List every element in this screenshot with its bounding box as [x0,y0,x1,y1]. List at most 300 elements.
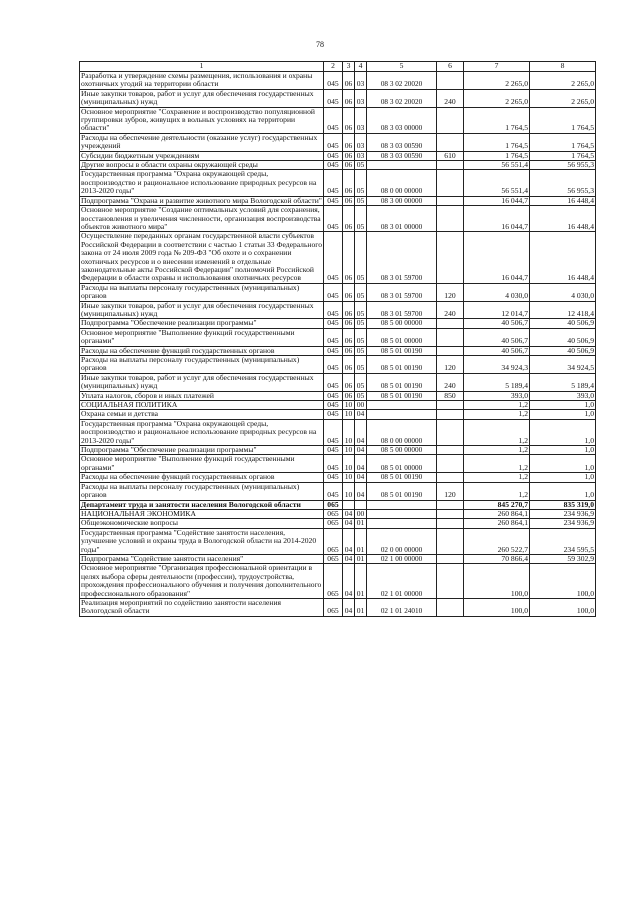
section-cell: 10 [343,446,355,455]
table-row [80,519,596,528]
target-article-cell: 08 3 02 20020 [367,72,437,90]
amount-year1-cell: 40 506,7 [464,328,530,346]
table-row [80,170,596,196]
table-row [80,528,596,554]
amount-year2-cell: 16 448,4 [530,196,596,205]
target-article-cell: 08 3 02 20020 [367,89,437,107]
amount-year1-cell: 1 764,5 [464,151,530,160]
ministry-code-cell: 065 [324,509,343,518]
ministry-code-cell: 065 [324,528,343,554]
subsection-cell: 00 [355,401,367,410]
expense-type-cell [437,598,464,616]
subsection-cell: 05 [355,346,367,355]
row-name-cell: Расходы на выплаты персоналу государственных (муниципальных) органов [80,283,324,301]
row-name-cell: Государственная программа "Содействие занятости населения, улучшение условий и охраны труда в Вологодской области на 2014-2020 годы" [80,528,324,554]
row-name-cell: Реализация мероприятий по содействию занятости населения Вологодской области [80,598,324,616]
amount-year2-cell: 40 506,9 [530,328,596,346]
target-article-cell [367,401,437,410]
amount-year1-cell: 1,2 [464,419,530,445]
table-row [80,373,596,391]
ministry-code-cell: 065 [324,554,343,563]
amount-year2-cell: 1 764,5 [530,107,596,133]
ministry-code-cell: 045 [324,206,343,232]
ministry-code-cell: 045 [324,196,343,205]
row-name-cell: Расходы на выплаты персоналу государственных (муниципальных) органов [80,482,324,500]
row-name-cell: Подпрограмма "Обеспечение реализации программы" [80,446,324,455]
row-name-cell: Субсидии бюджетным учреждениям [80,151,324,160]
section-cell: 06 [343,356,355,374]
subsection-cell: 05 [355,328,367,346]
table-row [80,446,596,455]
expense-type-cell: 240 [437,301,464,319]
table-row [80,107,596,133]
amount-year1-cell: 260 522,7 [464,528,530,554]
table-row [80,319,596,328]
row-name-cell: Другие вопросы в области охраны окружающей среды [80,161,324,170]
amount-year1-cell: 40 506,7 [464,319,530,328]
header-cell: 3 [343,62,355,72]
target-article-cell [367,509,437,518]
amount-year1-cell: 100,0 [464,598,530,616]
amount-year2-cell: 4 030,0 [530,283,596,301]
row-name-cell: Основное мероприятие "Выполнение функций государственными органами" [80,328,324,346]
section-cell: 06 [343,89,355,107]
target-article-cell: 08 5 01 00000 [367,455,437,473]
amount-year2-cell: 2 265,0 [530,89,596,107]
subsection-cell: 04 [355,455,367,473]
amount-year2-cell: 59 302,9 [530,554,596,563]
subsection-cell: 01 [355,554,367,563]
expense-type-cell [437,509,464,518]
expense-type-cell: 120 [437,482,464,500]
row-name-cell: Основное мероприятие "Сохранение и воспроизводство популяционной группировки зубров, живущих в вольных условиях на территории области" [80,107,324,133]
subsection-cell: 03 [355,107,367,133]
row-name-cell: Расходы на обеспечение функций государственных органов [80,473,324,482]
subsection-cell: 05 [355,319,367,328]
amount-year1-cell: 5 189,4 [464,373,530,391]
ministry-code-cell: 045 [324,455,343,473]
section-cell: 06 [343,232,355,283]
section-cell [343,500,355,509]
amount-year1-cell: 70 866,4 [464,554,530,563]
section-cell: 10 [343,401,355,410]
amount-year2-cell: 835 319,0 [530,500,596,509]
row-name-cell: Разработка и утверждение схемы размещения, использования и охраны охотничьих угодий на территории области [80,72,324,90]
target-article-cell: 08 0 00 00000 [367,170,437,196]
subsection-cell: 05 [355,301,367,319]
subsection-cell: 04 [355,419,367,445]
subsection-cell: 05 [355,373,367,391]
expense-type-cell: 850 [437,391,464,400]
amount-year1-cell: 12 014,7 [464,301,530,319]
target-article-cell: 08 3 01 59700 [367,232,437,283]
amount-year1-cell: 1,2 [464,410,530,419]
header-cell: 6 [437,62,464,72]
section-cell: 06 [343,319,355,328]
section-cell: 06 [343,206,355,232]
target-article-cell [367,500,437,509]
section-cell: 06 [343,346,355,355]
table-row [80,133,596,151]
subsection-cell: 01 [355,564,367,599]
amount-year1-cell: 260 864,1 [464,519,530,528]
subsection-cell: 03 [355,133,367,151]
subsection-cell: 03 [355,151,367,160]
ministry-code-cell: 045 [324,72,343,90]
target-article-cell: 08 5 01 00000 [367,328,437,346]
row-name-cell: Осуществление переданных органам государственной власти субъектов Российской Федерации в соответствии с частью 1 статьи 33 Федерального закона от 24 июля 2009 года № 209-ФЗ "Об охоте и о сохранении охотничьих ресурсов и о внесении изменений в отдельные законодательные акты Российской Федерации" полномочий Российской Федерации в области охраны и использования охотничьих ресурсов [81,231,323,283]
table-row [80,419,596,445]
subsection-cell: 03 [355,72,367,90]
table-row [80,391,596,400]
amount-year2-cell: 1 764,5 [530,151,596,160]
subsection-cell: 05 [355,161,367,170]
row-name-cell: Иные закупки товаров, работ и услуг для обеспечения государственных (муниципальных) нужд [80,89,324,107]
table-row [80,410,596,419]
section-cell: 10 [343,455,355,473]
amount-year1-cell: 40 506,7 [464,346,530,355]
ministry-code-cell: 045 [324,107,343,133]
expense-type-cell [437,72,464,90]
ministry-code-cell: 065 [324,598,343,616]
target-article-cell: 08 3 01 59700 [367,301,437,319]
section-cell: 06 [343,151,355,160]
target-article-cell: 08 3 03 00590 [367,151,437,160]
table-row [80,473,596,482]
subsection-cell: 05 [355,170,367,196]
amount-year2-cell: 1,0 [530,401,596,410]
row-name-cell: Подпрограмма "Содействие занятости населения" [80,554,324,563]
target-article-cell: 08 5 01 00190 [367,473,437,482]
subsection-cell: 05 [355,206,367,232]
budget-table [79,61,596,617]
subsection-cell: 05 [355,283,367,301]
row-name-cell: Основное мероприятие "Выполнение функций государственными органами" [80,455,324,473]
ministry-code-cell: 045 [324,401,343,410]
expense-type-cell [437,410,464,419]
table-row [80,554,596,563]
section-cell: 10 [343,473,355,482]
table-row [80,598,596,616]
table-row [80,232,596,283]
target-article-cell: 08 3 03 00000 [367,107,437,133]
table-row [80,401,596,410]
expense-type-cell [437,401,464,410]
row-name-cell: Подпрограмма "Охрана и развитие животного мира Вологодской области" [81,196,322,205]
ministry-code-cell: 045 [324,373,343,391]
amount-year1-cell: 845 270,7 [464,500,530,509]
subsection-cell: 00 [355,509,367,518]
expense-type-cell [437,170,464,196]
expense-type-cell [437,455,464,473]
header-cell: 8 [530,62,596,72]
ministry-code-cell: 045 [324,161,343,170]
row-name-cell: НАЦИОНАЛЬНАЯ ЭКОНОМИКА [80,509,324,518]
subsection-cell: 04 [355,473,367,482]
section-cell: 06 [343,328,355,346]
table-row [80,346,596,355]
amount-year1-cell: 1,2 [464,455,530,473]
amount-year2-cell: 40 506,9 [530,346,596,355]
section-cell: 04 [343,598,355,616]
subsection-cell: 05 [355,232,367,283]
amount-year2-cell: 234 595,5 [530,528,596,554]
target-article-cell: 08 3 01 00000 [367,206,437,232]
amount-year1-cell: 1,2 [464,482,530,500]
table-row [80,564,596,599]
amount-year2-cell: 1,0 [530,446,596,455]
row-name-cell: Основное мероприятие "Организация профессиональной ориентации в целях выбора сферы деятельности (профессии), трудоустройства, прохождения профессионального обучения и получения дополнительного профессионального образования" [80,564,324,599]
expense-type-cell [437,328,464,346]
section-cell: 06 [343,161,355,170]
table-row [80,151,596,160]
ministry-code-cell: 045 [324,133,343,151]
row-name-cell: Расходы на выплаты персоналу государственных (муниципальных) органов [80,356,324,374]
expense-type-cell [437,107,464,133]
amount-year2-cell: 100,0 [530,598,596,616]
amount-year1-cell: 56 551,4 [464,170,530,196]
ministry-code-cell: 045 [324,346,343,355]
table-row [80,500,596,509]
target-article-cell: 08 0 00 00000 [367,419,437,445]
target-article-cell: 08 5 01 00190 [367,373,437,391]
target-article-cell [367,519,437,528]
table-row [80,196,596,205]
row-name-cell: Расходы на обеспечение деятельности (оказание услуг) государственных учреждений [80,133,324,151]
section-cell: 10 [343,410,355,419]
section-cell: 04 [343,509,355,518]
target-article-cell: 08 5 01 00190 [367,356,437,374]
expense-type-cell [437,500,464,509]
row-name-cell: СОЦИАЛЬНАЯ ПОЛИТИКА [80,401,324,410]
target-article-cell: 08 5 00 00000 [367,446,437,455]
expense-type-cell [437,519,464,528]
ministry-code-cell: 045 [324,89,343,107]
row-name-cell: Государственная программа "Охрана окружающей среды, воспроизводство и рациональное использование природных ресурсов на 2013-2020 годы" [80,170,324,196]
ministry-code-cell: 045 [324,283,343,301]
ministry-code-cell: 045 [324,482,343,500]
amount-year1-cell: 1,2 [464,401,530,410]
row-name-cell: Иные закупки товаров, работ и услуг для обеспечения государственных (муниципальных) нужд [80,373,324,391]
page-number: 78 [316,40,324,49]
table-row [80,301,596,319]
expense-type-cell [437,206,464,232]
table-row [80,482,596,500]
ministry-code-cell: 065 [324,519,343,528]
target-article-cell: 02 1 00 00000 [367,554,437,563]
expense-type-cell [437,161,464,170]
subsection-cell: 04 [355,410,367,419]
target-article-cell: 08 3 01 59700 [367,283,437,301]
row-name-cell: Охрана семьи и детства [80,410,324,419]
section-cell: 06 [343,133,355,151]
ministry-code-cell: 045 [324,391,343,400]
amount-year1-cell: 1,2 [464,446,530,455]
row-name-cell: Общеэкономические вопросы [80,519,324,528]
ministry-code-cell: 045 [324,170,343,196]
amount-year1-cell: 56 551,4 [464,161,530,170]
amount-year2-cell: 16 448,4 [530,232,596,283]
table-row [80,206,596,232]
expense-type-cell [437,554,464,563]
expense-type-cell [437,419,464,445]
target-article-cell: 08 5 00 00000 [367,319,437,328]
header-cell: 2 [324,62,343,72]
expense-type-cell [437,319,464,328]
expense-type-cell: 240 [437,373,464,391]
amount-year2-cell: 16 448,4 [530,206,596,232]
amount-year2-cell: 2 265,0 [530,72,596,90]
subsection-cell: 04 [355,482,367,500]
ministry-code-cell: 045 [324,419,343,445]
table-row [80,509,596,518]
amount-year1-cell: 260 864,1 [464,509,530,518]
amount-year1-cell: 100,0 [464,564,530,599]
expense-type-cell [437,196,464,205]
amount-year2-cell: 1,0 [530,482,596,500]
ministry-code-cell: 045 [324,319,343,328]
expense-type-cell: 120 [437,356,464,374]
section-cell: 06 [343,373,355,391]
expense-type-cell: 120 [437,283,464,301]
section-cell: 06 [343,107,355,133]
subsection-cell [355,500,367,509]
section-cell: 06 [343,301,355,319]
subsection-cell: 04 [355,446,367,455]
expense-type-cell [437,473,464,482]
section-cell: 06 [343,196,355,205]
row-name-cell: Подпрограмма "Обеспечение реализации программы" [80,319,324,328]
amount-year2-cell: 56 955,3 [530,161,596,170]
expense-type-cell [437,346,464,355]
row-name-cell: Основное мероприятие "Создание оптимальных условий для сохранения, восстановления и увеличения численности, организация воспроизводства объектов животного мира" [80,206,324,232]
expense-type-cell: 240 [437,89,464,107]
expense-type-cell: 610 [437,151,464,160]
ministry-code-cell: 045 [324,232,343,283]
header-cell: 4 [355,62,367,72]
target-article-cell: 02 1 01 00000 [367,564,437,599]
section-cell: 04 [343,554,355,563]
ministry-code-cell: 045 [324,301,343,319]
amount-year2-cell: 234 936,9 [530,509,596,518]
row-name-cell: Государственная программа "Охрана окружающей среды, воспроизводство и рациональное использование природных ресурсов на 2013-2020 годы" [80,419,324,445]
section-cell: 04 [343,519,355,528]
table-row [80,455,596,473]
amount-year1-cell: 1 764,5 [464,133,530,151]
section-cell: 04 [343,528,355,554]
section-cell: 06 [343,283,355,301]
ministry-code-cell: 065 [324,500,343,509]
amount-year1-cell: 393,0 [464,391,530,400]
table-row [80,72,596,90]
expense-type-cell [437,232,464,283]
header-cell: 5 [367,62,437,72]
target-article-cell: 08 3 03 00590 [367,133,437,151]
header-cell: 7 [464,62,530,72]
row-name-cell: Иные закупки товаров, работ и услуг для обеспечения государственных (муниципальных) нужд [80,301,324,319]
ministry-code-cell: 045 [324,151,343,160]
ministry-code-cell: 065 [324,564,343,599]
amount-year1-cell: 16 044,7 [464,206,530,232]
ministry-code-cell: 045 [324,356,343,374]
section-cell: 10 [343,419,355,445]
table-body [80,62,596,617]
section-cell: 06 [343,391,355,400]
amount-year2-cell: 234 936,9 [530,519,596,528]
subsection-cell: 05 [355,196,367,205]
header-row [80,62,596,72]
table-row [80,356,596,374]
amount-year1-cell: 4 030,0 [464,283,530,301]
ministry-code-cell: 045 [324,410,343,419]
target-article-cell: 08 5 01 00190 [367,346,437,355]
amount-year2-cell: 34 924,5 [530,356,596,374]
amount-year2-cell: 56 955,3 [530,170,596,196]
amount-year2-cell: 1,0 [530,455,596,473]
target-article-cell: 02 1 01 24010 [367,598,437,616]
section-cell: 04 [343,564,355,599]
subsection-cell: 01 [355,598,367,616]
amount-year2-cell: 393,0 [530,391,596,400]
header-cell: 1 [80,62,324,72]
amount-year2-cell: 1,0 [530,419,596,445]
subsection-cell: 05 [355,356,367,374]
row-name-cell: Уплата налогов, сборов и иных платежей [80,391,324,400]
subsection-cell: 01 [355,528,367,554]
amount-year1-cell: 34 924,3 [464,356,530,374]
expense-type-cell [437,564,464,599]
ministry-code-cell: 045 [324,446,343,455]
table-row [80,328,596,346]
amount-year2-cell: 40 506,9 [530,319,596,328]
table-row [80,89,596,107]
ministry-code-cell: 045 [324,328,343,346]
amount-year1-cell: 2 265,0 [464,72,530,90]
amount-year2-cell: 1,0 [530,473,596,482]
amount-year2-cell: 1,0 [530,410,596,419]
target-article-cell: 08 3 00 00000 [367,196,437,205]
section-cell: 10 [343,482,355,500]
table-row [80,283,596,301]
target-article-cell: 02 0 00 00000 [367,528,437,554]
target-article-cell: 08 5 01 00190 [367,482,437,500]
amount-year1-cell: 1,2 [464,473,530,482]
amount-year2-cell: 1 764,5 [530,133,596,151]
amount-year1-cell: 2 265,0 [464,89,530,107]
expense-type-cell [437,133,464,151]
expense-type-cell [437,446,464,455]
amount-year1-cell: 1 764,5 [464,107,530,133]
section-cell: 06 [343,170,355,196]
subsection-cell: 03 [355,89,367,107]
amount-year2-cell: 12 418,4 [530,301,596,319]
target-article-cell: 08 5 01 00190 [367,391,437,400]
section-cell: 06 [343,72,355,90]
amount-year1-cell: 16 044,7 [464,196,530,205]
target-article-cell [367,161,437,170]
subsection-cell: 01 [355,519,367,528]
amount-year2-cell: 5 189,4 [530,373,596,391]
amount-year1-cell: 16 044,7 [464,232,530,283]
subsection-cell: 05 [355,391,367,400]
expense-type-cell [437,528,464,554]
amount-year2-cell: 100,0 [530,564,596,599]
row-name-cell: Департамент труда и занятости населения Вологодской области [80,500,324,509]
ministry-code-cell: 045 [324,473,343,482]
table-row [80,161,596,170]
row-name-cell: Расходы на обеспечение функций государственных органов [80,346,324,355]
target-article-cell [367,410,437,419]
